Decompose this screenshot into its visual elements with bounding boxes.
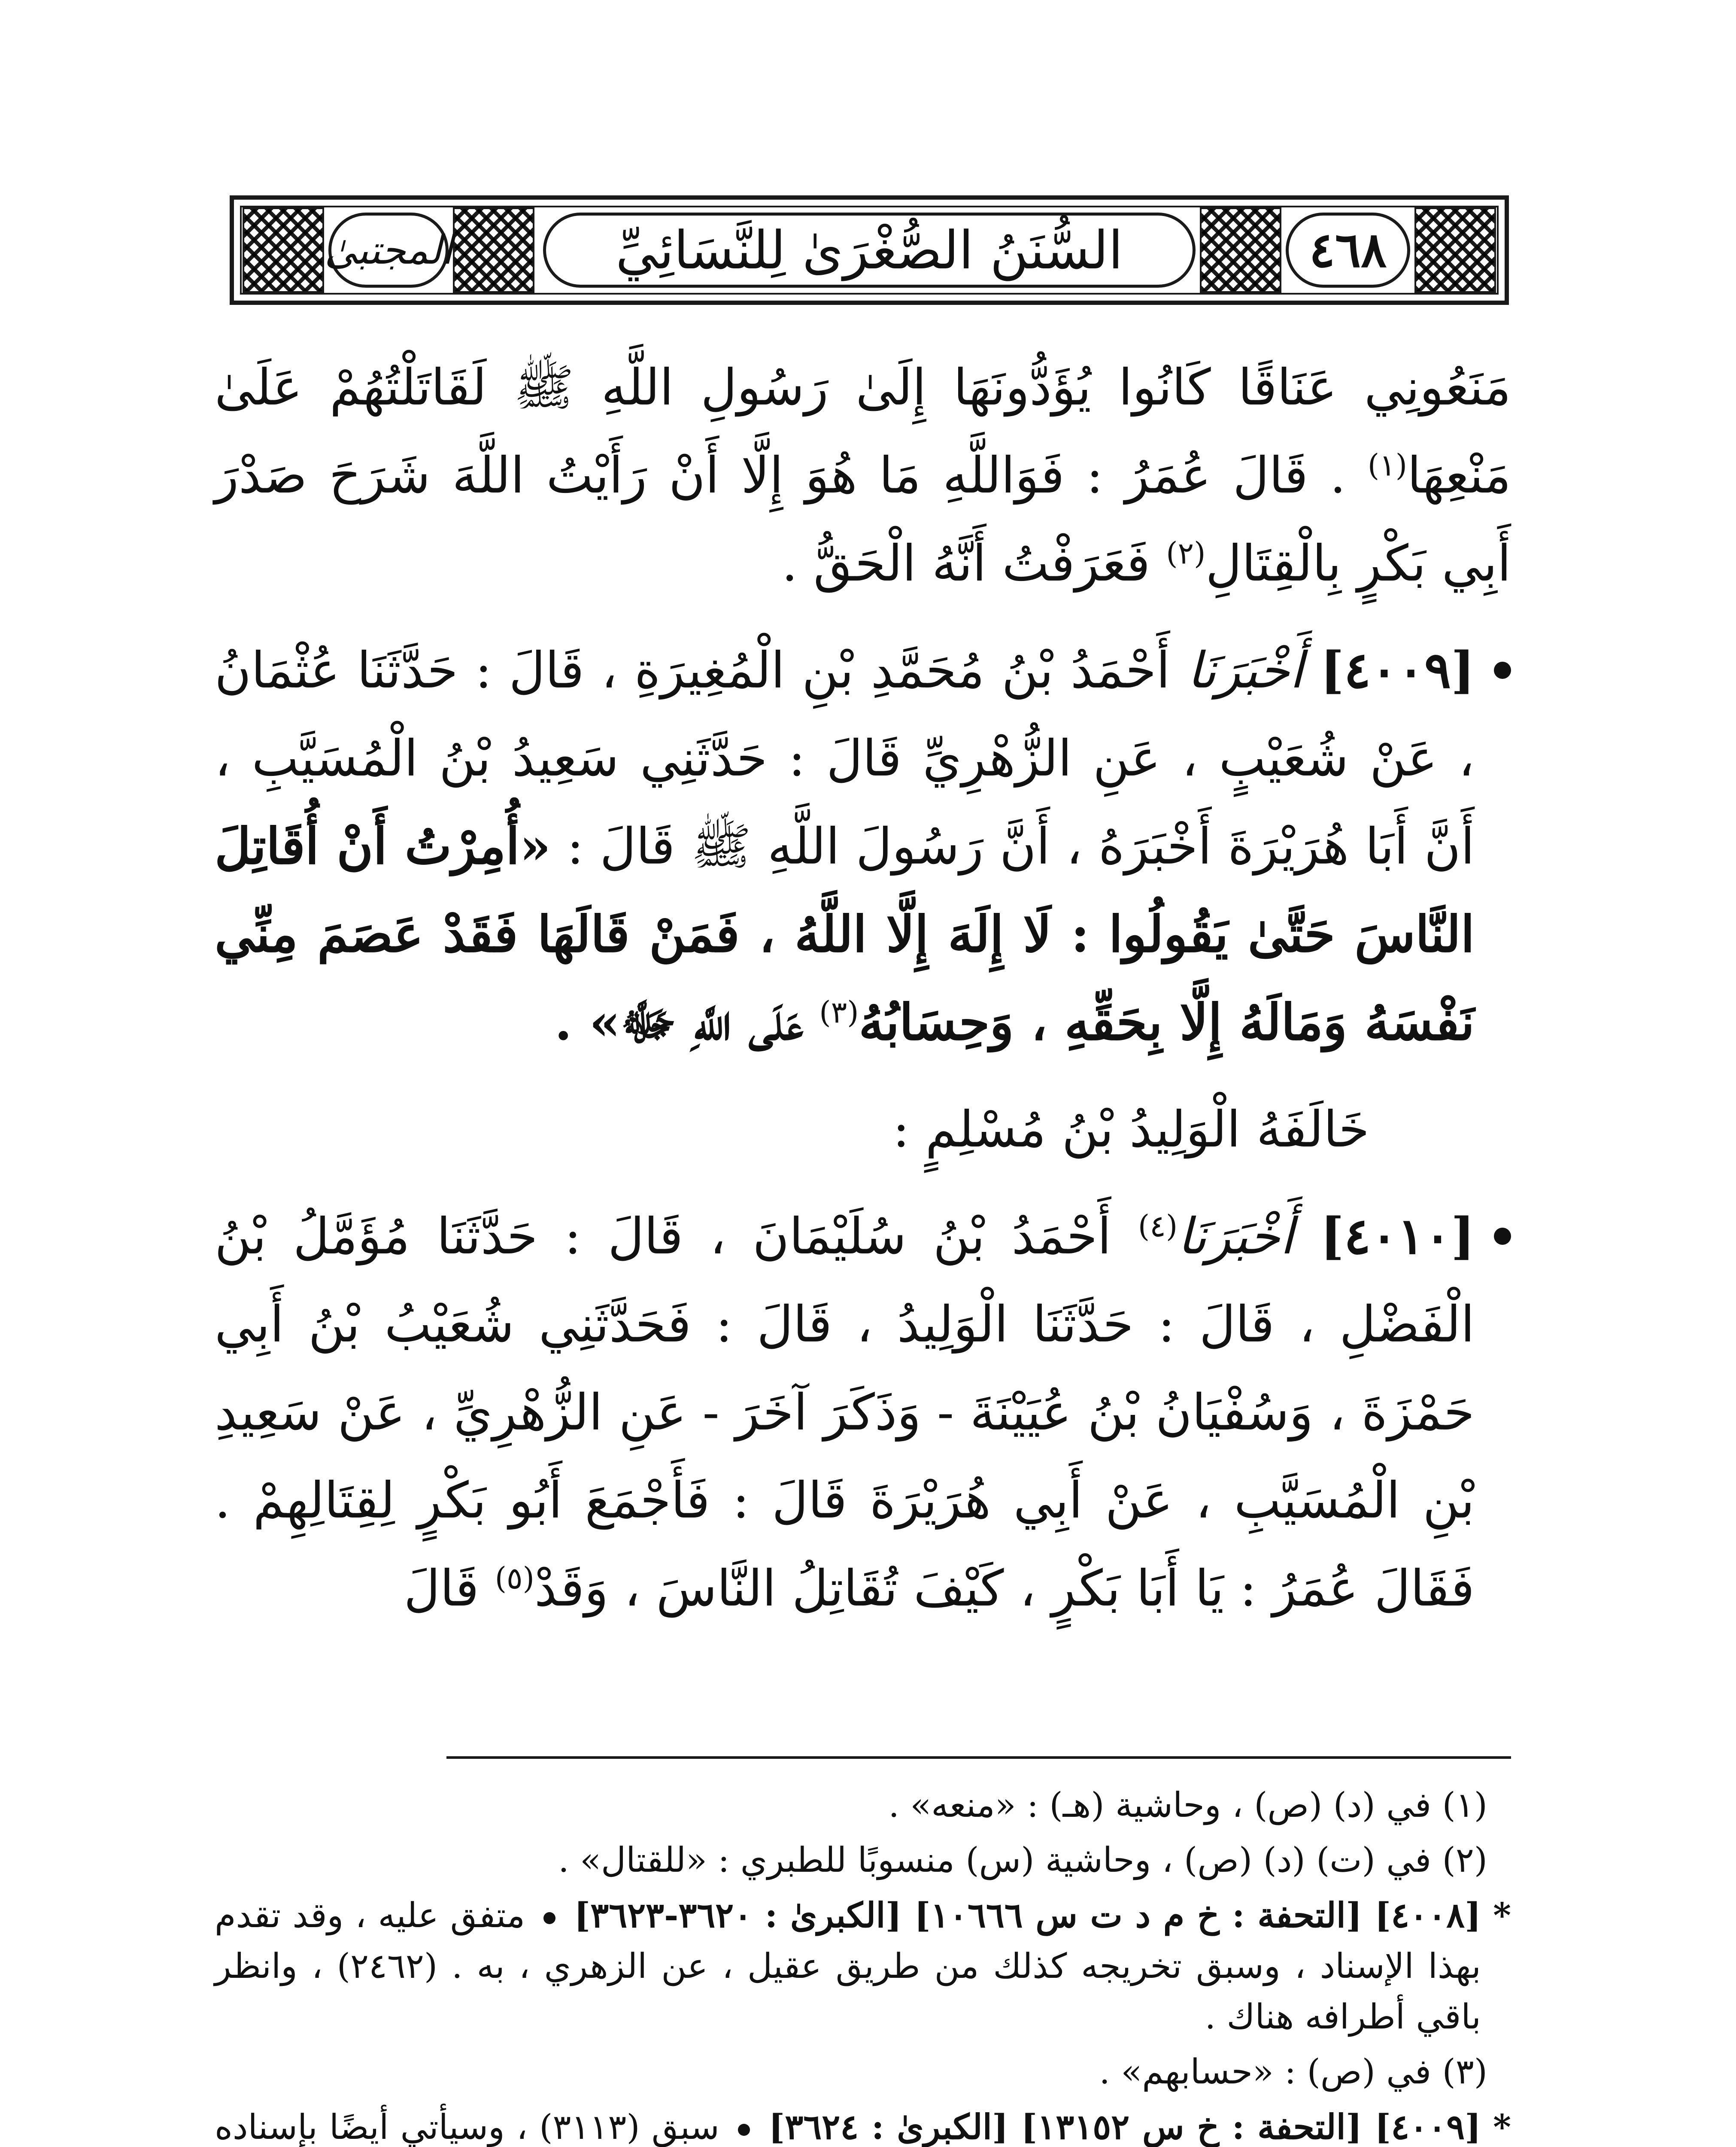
akhbarana: أَخْبَرَنَا [1178, 1207, 1294, 1265]
cont-text: مَنَعُونِي عَنَاقًا كَانُوا يُؤَدُّونَهَا إِلَىٰ رَسُولِ اللَّهِ ﷺ لَقَاتَلْتُهُمْ عَلَىٰ مَنْعِهَا [215, 359, 1511, 505]
page-header [230, 195, 1509, 305]
footnote-2: (٢) في (ت) (د) (ص) ، وحاشية (س) منسوبًا للطبري : «للقتال» . [558, 1840, 1487, 1880]
footnote-3: (٣) في (ص) : «حسابهم» . [1099, 2052, 1487, 2092]
bullet-icon [738, 2124, 750, 2136]
footnote-ref-3: (٣) [819, 994, 859, 1030]
footnote-ref-4: (٤) [1138, 1208, 1178, 1244]
takhrij-text: سبق (٣١١٣) ، وسيأتي أيضًا بإسناده [215, 2107, 719, 2147]
cont-text-2: . قَالَ عُمَرُ : فَوَاللَّهِ مَا هُوَ إِلَّا أَنْ رَأَيْتُ اللَّهَ شَرَحَ صَدْرَ أَبِي بَكْرٍ بِالْقِتَالِ [215, 447, 1511, 593]
takhrij-4008 [215, 1890, 1511, 2042]
footnote-separator [446, 1756, 1511, 1759]
book-title: السُّنَنُ الصُّغْرَىٰ لِلنَّسَائِيِّ [616, 219, 1123, 281]
isnad-text: أَحْمَدُ بْنُ سُلَيْمَانَ ، قَالَ : حَدَّثَنَا مُؤَمَّلُ بْنُ الْفَضْلِ ، قَالَ : حَدَّثَنَا الْوَلِيدُ ، قَالَ : فَحَدَّثَنِي شُعَيْبُ بْنُ أَبِي حَمْزَةَ ، وَسُفْيَانُ بْنُ عُيَيْنَةَ - وَذَكَرَ آخَرَ - عَنِ الزُّهْرِيِّ ، عَنْ سَعِيدِ بْنِ الْمُسَيَّبِ ، عَنْ أَبِي هُرَيْرَةَ قَالَ : فَأَجْمَعَ أَبُو بَكْرٍ لِقِتَالِهِمْ . فَقَالَ عُمَرُ : يَا أَبَا بَكْرٍ ، كَيْفَ تُقَاتِلُ النَّاسَ ، وَقَدْ [215, 1207, 1475, 1618]
star-icon: * [1493, 2107, 1511, 2147]
khalafa-line: خَالَفَهُ الْوَلِيدُ بْنُ مُسْلِمٍ : [892, 1101, 1369, 1159]
series-cartouche [324, 213, 453, 288]
footnote-1: (١) في (د) (ص) ، وحاشية (هـ) : «منعه» . [888, 1785, 1487, 1825]
matn-quote-end: عَلَى اللَّهِ ﷻ» . [554, 993, 804, 1052]
main-text [215, 344, 1511, 1705]
series-name: المجتبىٰ [324, 227, 453, 273]
header-ornament-left [243, 207, 324, 293]
header-ornament-inner-right [1200, 207, 1281, 293]
footnote-ref-5: (٥) [495, 1560, 534, 1596]
footnote-ref-2: (٢) [1166, 535, 1206, 571]
takhrij-text: متفق عليه ، وقد تقدم بهذا الإسناد ، وسبق تخريجه كذلك من طريق عقيل ، عن الزهري ، به . (٢٤٦٢) ، وانظر باقي أطرافه هناك . [215, 1895, 1481, 2037]
header-ornament-right [1414, 207, 1496, 293]
takhrij-head: [٤٠٠٨] [التحفة : خ م د ت س ١٠٦٦٦] [الكبرىٰ : ٣٦٢٠-٣٦٢٣] [574, 1895, 1481, 1935]
isnad-text: أَحْمَدُ بْنُ مُحَمَّدِ بْنِ الْمُغِيرَةِ ، قَالَ : حَدَّثَنَا عُثْمَانُ ، عَنْ شُعَيْبٍ ، عَنِ الزُّهْرِيِّ قَالَ : حَدَّثَنِي سَعِيدُ بْنُ الْمُسَيَّبِ ، أَنَّ أَبَا هُرَيْرَةَ أَخْبَرَهُ ، أَنَّ رَسُولَ اللَّهِ ﷺ قَالَ : [215, 642, 1475, 876]
continued-paragraph [215, 344, 1511, 608]
hadith-4010 [215, 1192, 1511, 1633]
header-ornament-inner-left [453, 207, 534, 293]
akhbarana: أَخْبَرَنَا [1187, 642, 1304, 699]
takhrij-4009 [215, 2101, 1511, 2147]
hadith-4009 [215, 626, 1511, 1067]
page-number-cartouche [1286, 213, 1410, 288]
hadith-number: [٤٠٠٩] [1320, 641, 1475, 699]
page-number: ٤٦٨ [1309, 222, 1387, 278]
hadith-number: [٤٠١٠] [1320, 1207, 1475, 1265]
star-icon: * [1493, 1895, 1511, 1935]
cont-text-3: فَعَرَفْتُ أَنَّهُ الْحَقُّ . [782, 535, 1150, 593]
bullet-icon [1494, 1228, 1511, 1245]
bullet-icon [543, 1912, 555, 1924]
takhrij-head: [٤٠٠٩] [التحفة : خ س ١٣١٥٢] [الكبرىٰ : ٣٦٢٤] [768, 2107, 1481, 2147]
bullet-icon [1494, 662, 1511, 679]
isnad-text-end: قَالَ [404, 1560, 479, 1618]
footnotes [215, 1780, 1511, 2147]
footnote-ref-1: (١) [1367, 447, 1408, 483]
matn-quote: «أُمِرْتُ أَنْ أُقَاتِلَ النَّاسَ حَتَّىٰ يَقُولُوا : لَا إِلَهَ إِلَّا اللَّهُ ، فَمَنْ قَالَهَا فَقَدْ عَصَمَ مِنِّي نَفْسَهُ وَمَالَهُ إِلَّا بِحَقِّهِ ، وَحِسَابُهُ [215, 817, 1475, 1052]
title-cartouche [543, 213, 1196, 288]
